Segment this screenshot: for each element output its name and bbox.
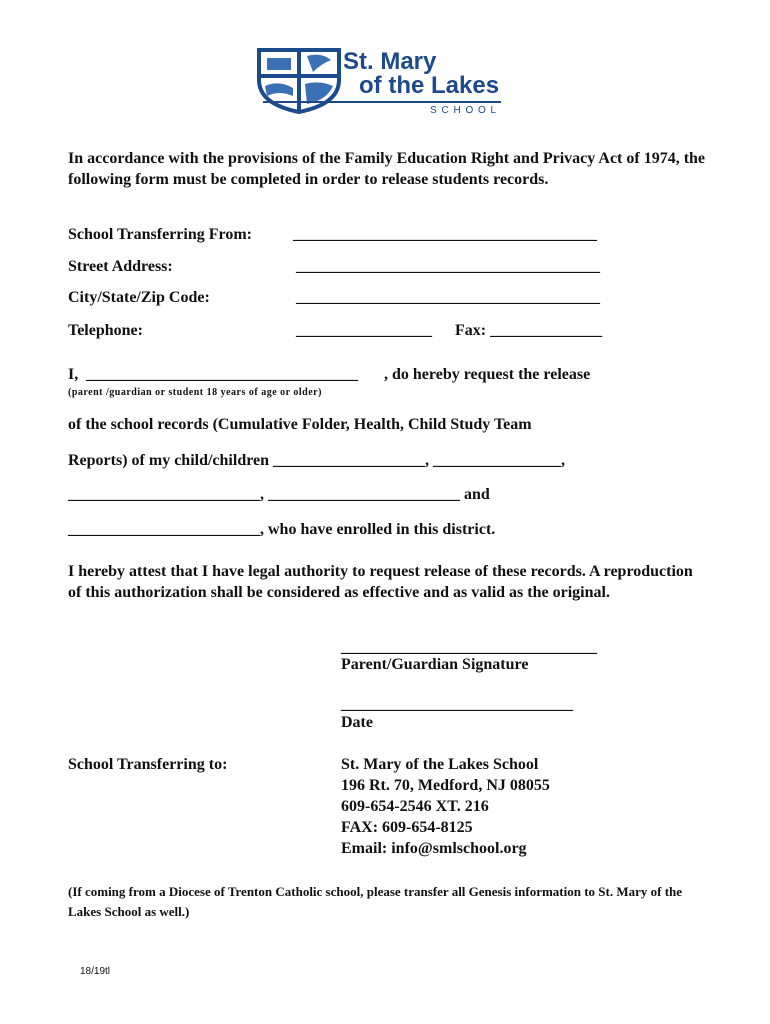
city-state-zip-field[interactable]: ______________________________________ <box>296 289 600 306</box>
logo-rule <box>263 101 501 103</box>
city-state-zip-label: City/State/Zip Code: <box>68 289 210 306</box>
request-suffix: , do hereby request the release <box>384 366 591 383</box>
attest-paragraph: I hereby attest that I have legal authority to request release of these records. A reproduction of this authorization shall be considered as effective and as valid as the original. <box>68 563 693 601</box>
request-line-2: of the school records (Cumulative Folder, Health, Child Study Team <box>68 416 532 433</box>
logo-line-1: St. Mary <box>343 48 437 75</box>
transfer-to-school: St. Mary of the Lakes School <box>341 756 539 773</box>
logo-line-2: of the Lakes <box>359 72 500 99</box>
logo-line-3: S C H O O L <box>430 105 498 116</box>
intro-paragraph: In accordance with the provisions of the Family Education Right and Privacy Act of 1974, the following form must be completed in order to release students records. <box>68 150 706 188</box>
request-line-3[interactable]: Reports) of my child/children ___________________, ________________, <box>68 452 566 469</box>
transfer-to-email[interactable]: Email: info@smlschool.org <box>341 840 527 857</box>
requester-name-field[interactable]: __________________________________ <box>86 366 358 383</box>
requester-note: (parent /guardian or student 18 years of age or older) <box>68 387 322 398</box>
transfer-to-label: School Transferring to: <box>68 756 228 773</box>
footer-note: (If coming from a Diocese of Trenton Catholic school, please transfer all Genesis information to St. Mary of the Lakes School as well.) <box>68 884 683 919</box>
date-label: Date <box>341 714 373 731</box>
date-field[interactable]: _____________________________ <box>341 696 573 713</box>
request-prefix: I, <box>68 366 79 383</box>
transfer-to-phone: 609-654-2546 XT. 216 <box>341 798 489 815</box>
street-address-label: Street Address: <box>68 258 173 275</box>
street-address-field[interactable]: ______________________________________ <box>296 258 600 275</box>
transfer-to-address: 196 Rt. 70, Medford, NJ 08055 <box>341 777 550 794</box>
page-code: 18/19tl <box>80 966 111 977</box>
school-from-label: School Transferring From: <box>68 226 252 243</box>
request-line-4[interactable]: ________________________, ________________________ and <box>68 486 490 503</box>
signature-label: Parent/Guardian Signature <box>341 656 529 673</box>
fax-field[interactable]: Fax: ______________ <box>455 322 603 339</box>
transfer-to-fax: FAX: 609-654-8125 <box>341 819 473 836</box>
shield-icon <box>255 46 345 114</box>
request-line-5[interactable]: ________________________, who have enrolled in this district. <box>68 521 496 538</box>
school-from-field[interactable]: ______________________________________ <box>293 226 597 243</box>
signature-field[interactable]: ________________________________ <box>341 639 597 656</box>
telephone-field[interactable]: _________________ <box>296 322 432 339</box>
telephone-label: Telephone: <box>68 322 143 339</box>
school-logo <box>255 44 505 120</box>
